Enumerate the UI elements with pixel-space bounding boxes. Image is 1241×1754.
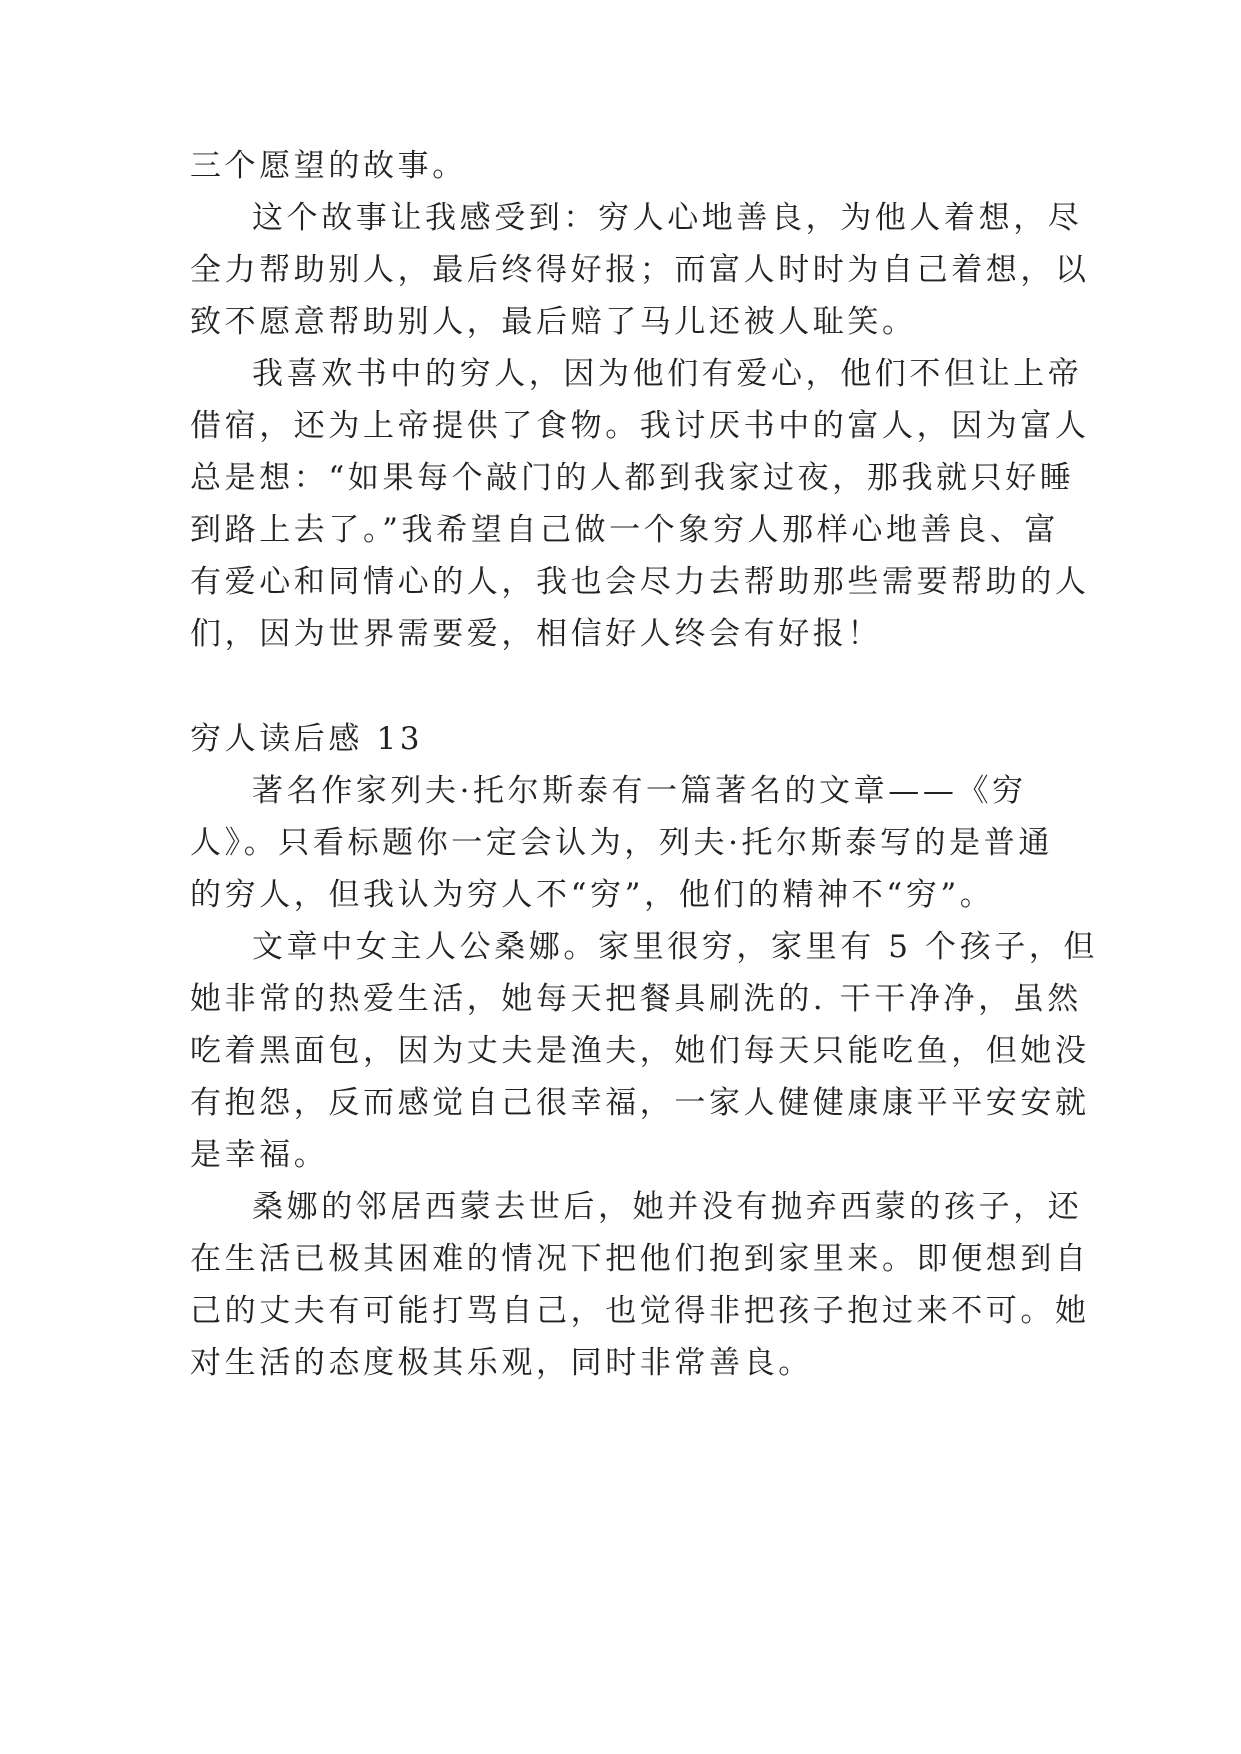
paragraph-line: 在生活已极其困难的情况下把他们抱到家里来。即便想到自 <box>190 1241 1090 1277</box>
paragraph-line: 三个愿望的故事。 <box>190 148 467 184</box>
paragraph-line: 借宿，还为上帝提供了食物。我讨厌书中的富人，因为富人 <box>190 408 1090 444</box>
paragraph-line: 文章中女主人公桑娜。家里很穷，家里有 5 个孩子，但 <box>252 929 1099 965</box>
paragraph-line: 有抱怨，反而感觉自己很幸福，一家人健健康康平平安安就 <box>190 1085 1090 1121</box>
paragraph-line: 她非常的热爱生活，她每天把餐具刷洗的. 干干净净，虽然 <box>190 981 1082 1017</box>
paragraph-line: 是幸福。 <box>190 1137 329 1173</box>
paragraph-line: 全力帮助别人，最后终得好报；而富人时时为自己着想，以 <box>190 252 1090 288</box>
paragraph-line: 总是想：“如果每个敲门的人都到我家过夜，那我就只好睡 <box>190 460 1075 496</box>
paragraph-line: 人》。只看标题你一定会认为，列夫·托尔斯泰写的是普通 <box>190 825 1053 861</box>
section-heading: 穷人读后感 13 <box>190 721 424 757</box>
paragraph-line: 致不愿意帮助别人，最后赔了马儿还被人耻笑。 <box>190 304 917 340</box>
paragraph-line: 到路上去了。”我希望自己做一个象穷人那样心地善良、富 <box>190 512 1059 548</box>
paragraph-line: 己的丈夫有可能打骂自己，也觉得非把孩子抱过来不可。她 <box>190 1293 1090 1329</box>
paragraph-line: 我喜欢书中的穷人，因为他们有爱心，他们不但让上帝 <box>252 356 1083 392</box>
paragraph-line: 的穷人，但我认为穷人不“穷”，他们的精神不“穷”。 <box>190 877 995 913</box>
paragraph-line: 著名作家列夫·托尔斯泰有一篇著名的文章——《穷 <box>252 773 1027 809</box>
paragraph-line: 吃着黑面包，因为丈夫是渔夫，她们每天只能吃鱼，但她没 <box>190 1033 1090 1069</box>
paragraph-line: 们，因为世界需要爱，相信好人终会有好报！ <box>190 616 882 652</box>
paragraph-line: 桑娜的邻居西蒙去世后，她并没有抛弃西蒙的孩子，还 <box>252 1189 1083 1225</box>
paragraph-line: 有爱心和同情心的人，我也会尽力去帮助那些需要帮助的人 <box>190 564 1090 600</box>
paragraph-line: 对生活的态度极其乐观，同时非常善良。 <box>190 1345 813 1381</box>
paragraph-line: 这个故事让我感受到：穷人心地善良，为他人着想，尽 <box>252 200 1083 236</box>
